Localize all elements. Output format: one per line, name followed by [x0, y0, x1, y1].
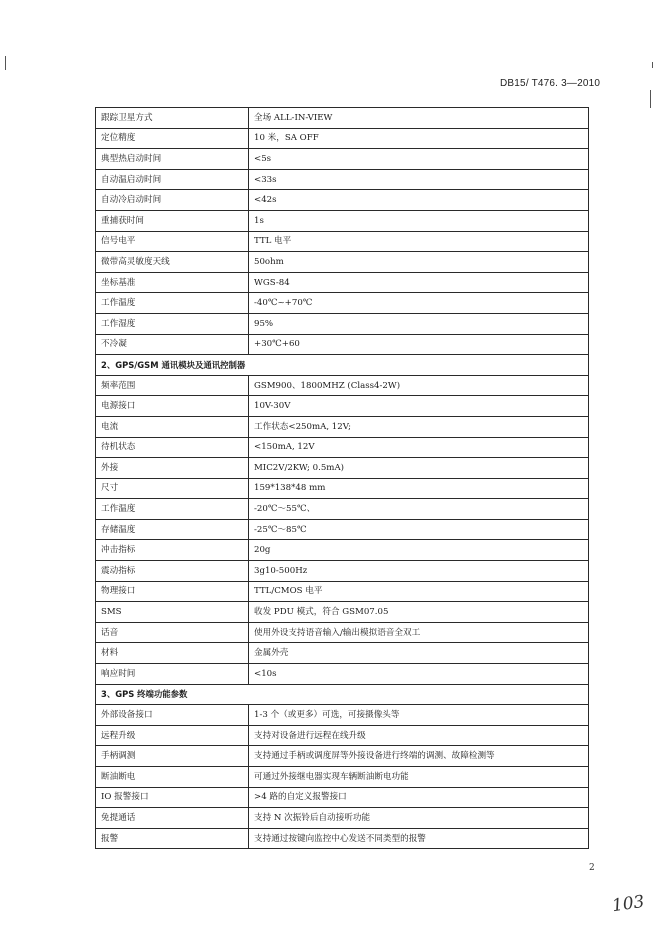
param-label: 断油断电 [96, 767, 249, 788]
handwritten-page-note: 103 [610, 891, 646, 917]
param-value: 50ohm [249, 252, 589, 273]
param-label: 待机状态 [96, 437, 249, 458]
table-row [96, 272, 589, 293]
param-value: 收发 PDU 模式，符合 GSM07.05 [249, 602, 589, 623]
table-row [96, 313, 589, 334]
section-title: 3、GPS 终端功能参数 [96, 684, 589, 705]
table-row [96, 746, 589, 767]
param-label: 物理接口 [96, 581, 249, 602]
param-label: 远程升级 [96, 725, 249, 746]
param-value: 10 米，SA OFF [249, 128, 589, 149]
scan-mark-right-top [652, 62, 653, 68]
standard-code: DB15/ T476. 3—2010 [500, 78, 601, 89]
param-value: 可通过外接继电器实现车辆断油断电功能 [249, 767, 589, 788]
param-label: 响应时间 [96, 664, 249, 685]
param-value: 10V-30V [249, 396, 589, 417]
param-label: 尺寸 [96, 478, 249, 499]
param-value: 95% [249, 313, 589, 334]
table-row [96, 767, 589, 788]
table-row [96, 149, 589, 170]
table-row [96, 643, 589, 664]
scan-mark-left [5, 56, 6, 70]
param-label: 重捕获时间 [96, 210, 249, 231]
param-value: 支持通过手柄或调度屏等外接设备进行终端的调测、故障检测等 [249, 746, 589, 767]
table-row [96, 828, 589, 849]
param-label: 工作温度 [96, 499, 249, 520]
table-row [96, 334, 589, 355]
param-value: <150mA, 12V [249, 437, 589, 458]
table-row [96, 437, 589, 458]
param-value: -20℃～55℃、 [249, 499, 589, 520]
table-row [96, 581, 589, 602]
param-value: 159*138*48 mm [249, 478, 589, 499]
param-value: <5s [249, 149, 589, 170]
param-value: TTL/CMOS 电平 [249, 581, 589, 602]
param-value: 支持 N 次振铃后自动接听功能 [249, 808, 589, 829]
table-row [96, 808, 589, 829]
table-row [96, 169, 589, 190]
param-label: 免提通话 [96, 808, 249, 829]
table-row [96, 622, 589, 643]
param-value: 支持通过按键向监控中心发送不同类型的报警 [249, 828, 589, 849]
param-value: <33s [249, 169, 589, 190]
table-row [96, 499, 589, 520]
table-row [96, 210, 589, 231]
param-label: SMS [96, 602, 249, 623]
table-row [96, 561, 589, 582]
param-label: 存储温度 [96, 519, 249, 540]
table-row [96, 519, 589, 540]
param-value: 20g [249, 540, 589, 561]
param-label: 话音 [96, 622, 249, 643]
param-value: <42s [249, 190, 589, 211]
param-label: 外接 [96, 458, 249, 479]
param-label: 定位精度 [96, 128, 249, 149]
param-label: 电流 [96, 416, 249, 437]
param-value: TTL 电平 [249, 231, 589, 252]
table-row [96, 128, 589, 149]
param-value: 使用外设支持语音输入/输出模拟语音全双工 [249, 622, 589, 643]
param-value: >4 路的自定义报警接口 [249, 787, 589, 808]
param-value: 1s [249, 210, 589, 231]
param-label: 不冷凝 [96, 334, 249, 355]
table-row [96, 416, 589, 437]
section-header-row [96, 355, 589, 376]
table-row [96, 664, 589, 685]
param-value: +30℃+60 [249, 334, 589, 355]
param-label: 手柄调测 [96, 746, 249, 767]
param-value: WGS-84 [249, 272, 589, 293]
param-label: 外部设备接口 [96, 705, 249, 726]
param-value: 支持对设备进行远程在线升级 [249, 725, 589, 746]
spec-table-body [96, 108, 589, 849]
param-value: 3g10-500Hz [249, 561, 589, 582]
param-label: 坐标基准 [96, 272, 249, 293]
table-row [96, 705, 589, 726]
section-header-row [96, 684, 589, 705]
table-row [96, 375, 589, 396]
param-label: IO 报警接口 [96, 787, 249, 808]
param-label: 信号电平 [96, 231, 249, 252]
param-label: 工作温度 [96, 293, 249, 314]
table-row [96, 458, 589, 479]
table-row [96, 252, 589, 273]
param-value: -25℃～85℃ [249, 519, 589, 540]
table-row [96, 602, 589, 623]
param-value: GSM900、1800MHZ (Class4-2W) [249, 375, 589, 396]
param-label: 工作湿度 [96, 313, 249, 334]
param-label: 自动温启动时间 [96, 169, 249, 190]
table-row [96, 478, 589, 499]
param-label: 自动冷启动时间 [96, 190, 249, 211]
param-value: 金属外壳 [249, 643, 589, 664]
param-label: 典型热启动时间 [96, 149, 249, 170]
param-label: 电源接口 [96, 396, 249, 417]
table-row [96, 108, 589, 129]
page-number: 2 [589, 863, 595, 873]
table-row [96, 190, 589, 211]
param-value: 全场 ALL-IN-VIEW [249, 108, 589, 129]
param-label: 材料 [96, 643, 249, 664]
param-label: 微带高灵敏度天线 [96, 252, 249, 273]
param-label: 跟踪卫星方式 [96, 108, 249, 129]
param-label: 震动指标 [96, 561, 249, 582]
param-value: <10s [249, 664, 589, 685]
param-value: 工作状态<250mA, 12V; [249, 416, 589, 437]
table-row [96, 787, 589, 808]
table-row [96, 231, 589, 252]
param-value: -40℃~+70℃ [249, 293, 589, 314]
param-label: 频率范围 [96, 375, 249, 396]
param-value: 1-3 个（或更多）可选，可接摄像头等 [249, 705, 589, 726]
table-row [96, 396, 589, 417]
section-title: 2、GPS/GSM 通讯模块及通讯控制器 [96, 355, 589, 376]
table-row [96, 293, 589, 314]
scan-mark-right [650, 90, 651, 108]
param-value: MIC2V/2KW; 0.5mA) [249, 458, 589, 479]
param-label: 冲击指标 [96, 540, 249, 561]
table-row [96, 725, 589, 746]
spec-table [95, 107, 589, 849]
table-row [96, 540, 589, 561]
param-label: 报警 [96, 828, 249, 849]
